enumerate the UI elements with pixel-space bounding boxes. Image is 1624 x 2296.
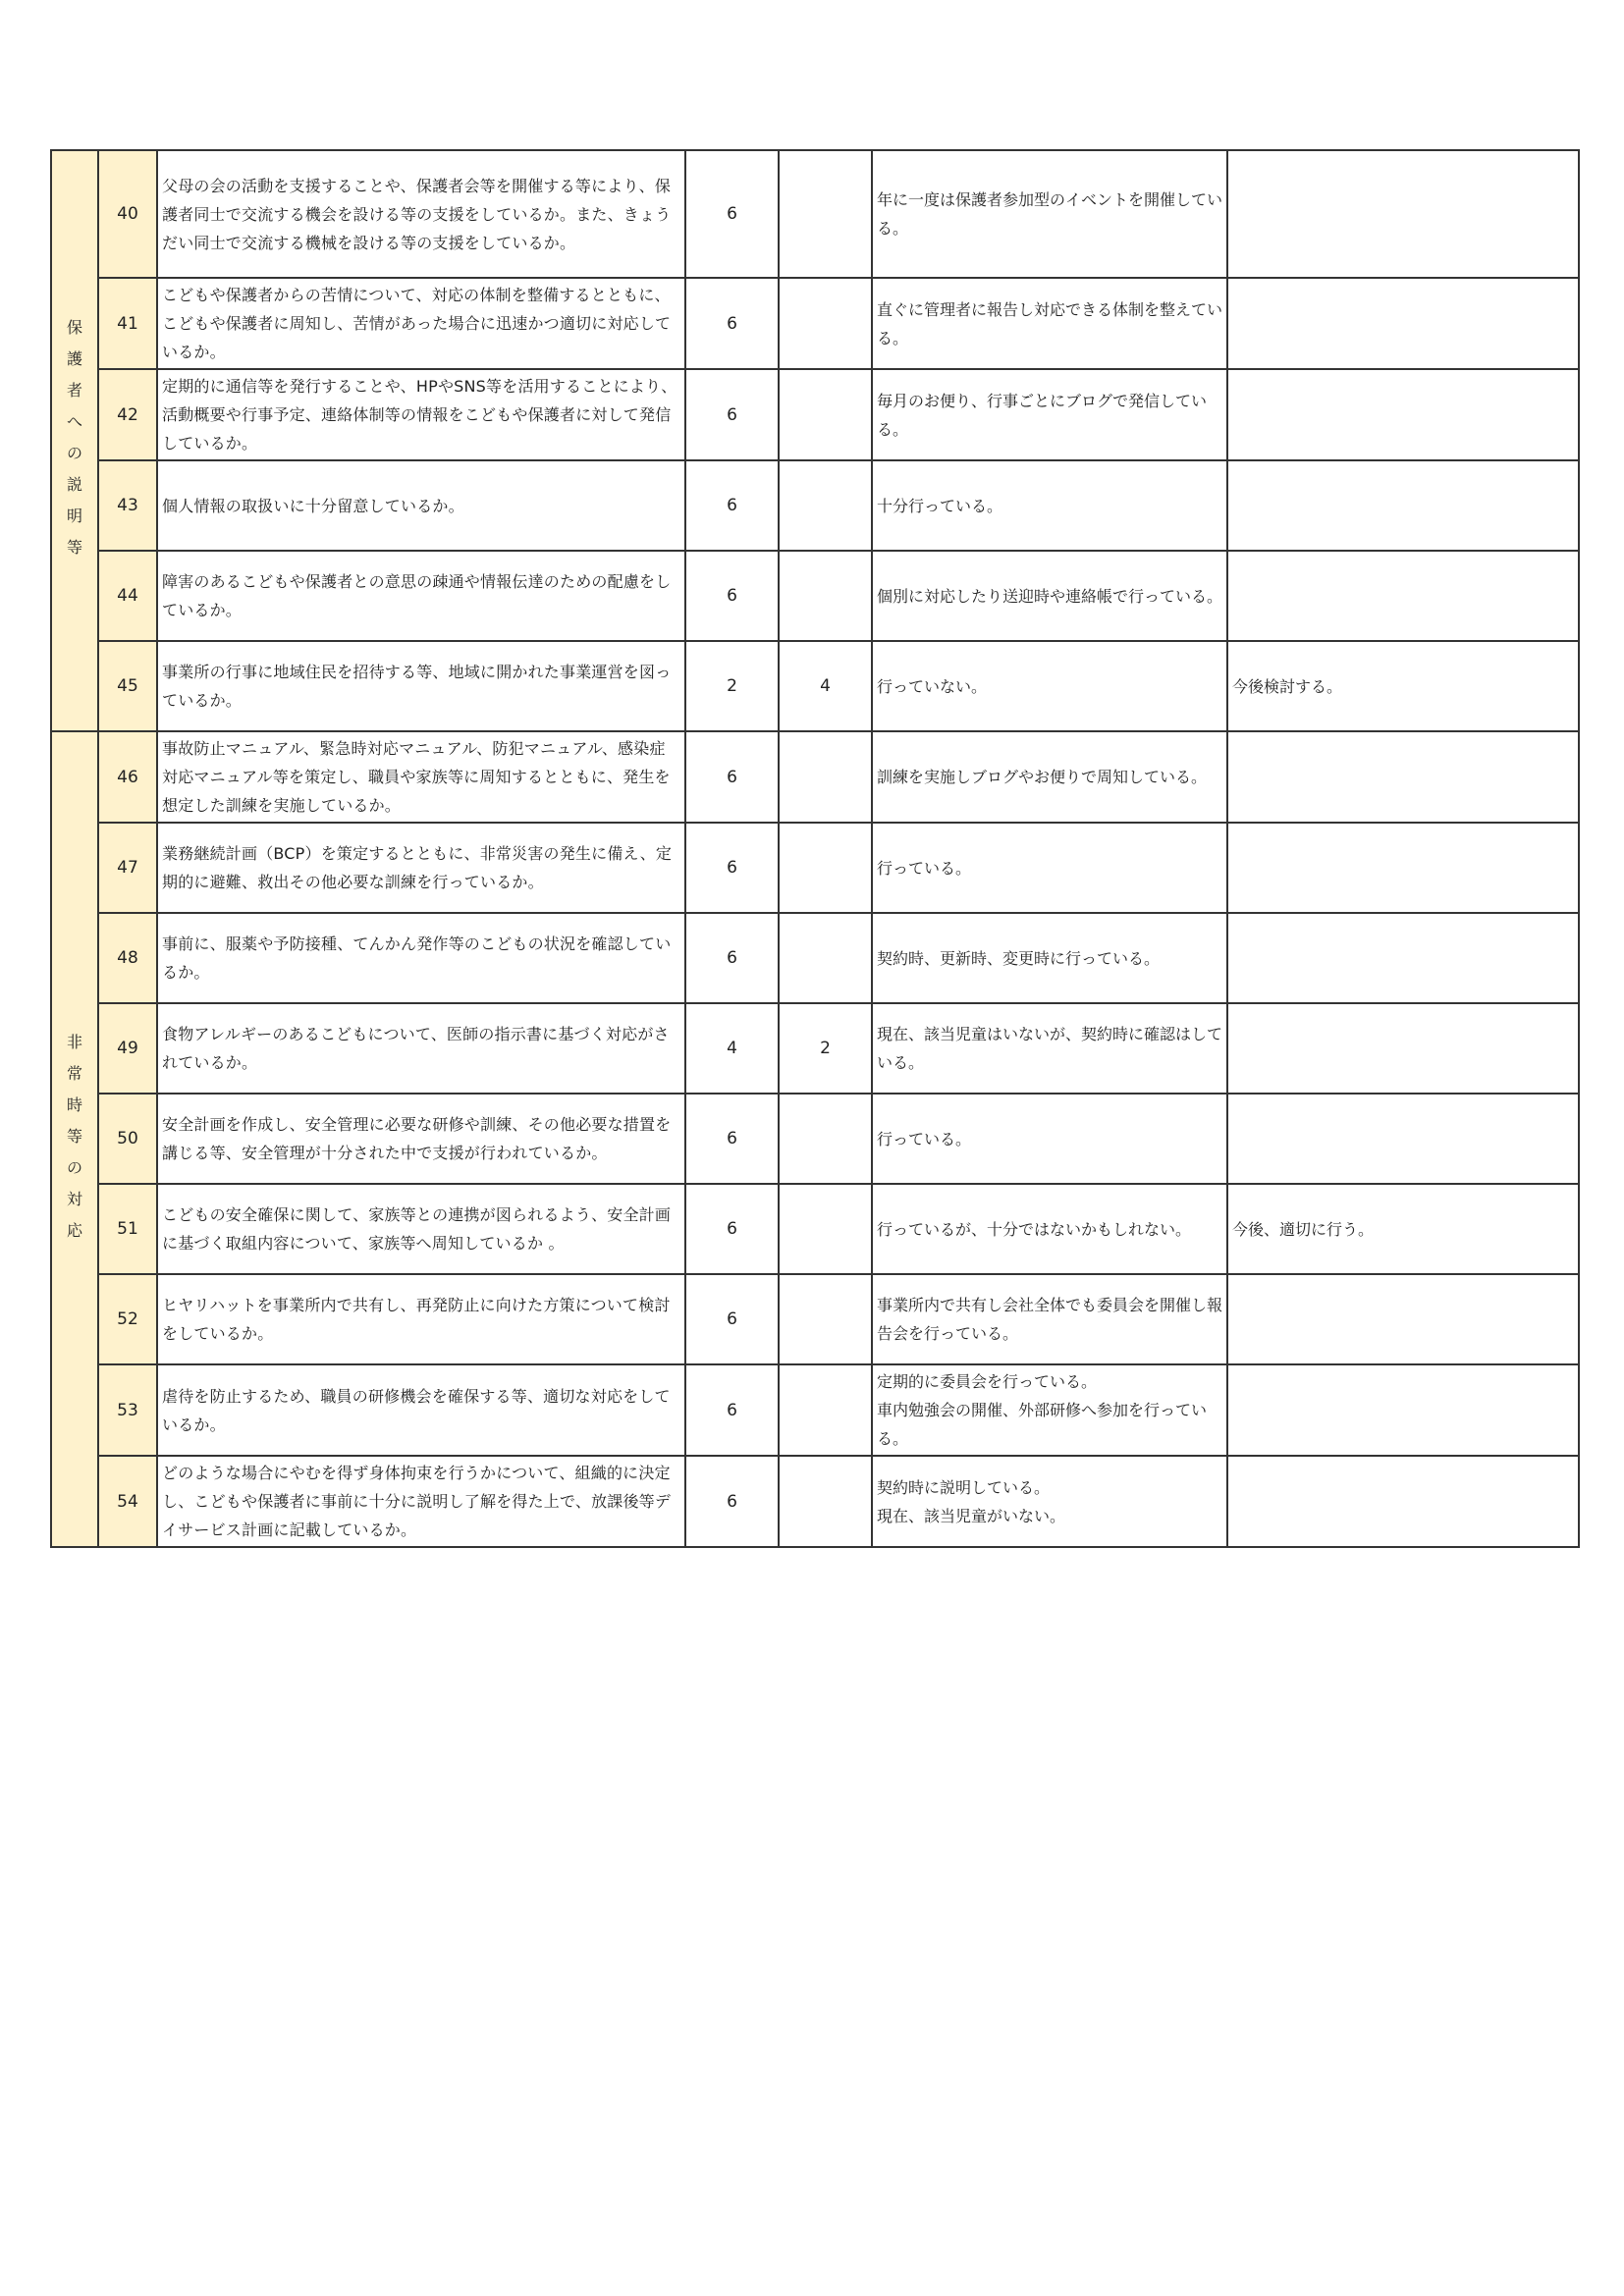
count-no [779, 1364, 872, 1456]
item-number: 43 [98, 460, 157, 551]
count-no [779, 369, 872, 460]
item-text: 障害のあるこどもや保護者との意思の疎通や情報伝達のための配慮をしているか。 [157, 551, 685, 641]
table-row [51, 823, 1579, 913]
improvement-plan [1227, 913, 1579, 1003]
count-no [779, 1456, 872, 1547]
item-number: 40 [98, 150, 157, 278]
status-note: 現在、該当児童はいないが、契約時に確認はしている。 [872, 1003, 1227, 1094]
count-yes: 6 [685, 823, 779, 913]
item-number: 52 [98, 1274, 157, 1364]
item-number: 45 [98, 641, 157, 731]
item-text: 定期的に通信等を発行することや、HPやSNS等を活用することにより、活動概要や行事予定、連絡体制等の情報をこどもや保護者に対して発信しているか。 [157, 369, 685, 460]
status-note: 毎月のお便り、行事ごとにブログで発信している。 [872, 369, 1227, 460]
table-row [51, 278, 1579, 369]
item-text: どのような場合にやむを得ず身体拘束を行うかについて、組織的に決定し、こどもや保護者に事前に十分に説明し了解を得た上で、放課後等デイサービス計画に記載しているか。 [157, 1456, 685, 1547]
item-number: 47 [98, 823, 157, 913]
item-text: 事故防止マニュアル、緊急時対応マニュアル、防犯マニュアル、感染症対応マニュアル等を策定し、職員や家族等に周知するとともに、発生を想定した訓練を実施しているか。 [157, 731, 685, 823]
status-note: 年に一度は保護者参加型のイベントを開催している。 [872, 150, 1227, 278]
count-yes: 6 [685, 150, 779, 278]
table-row [51, 1456, 1579, 1547]
item-number: 42 [98, 369, 157, 460]
count-no [779, 1094, 872, 1184]
count-yes: 6 [685, 731, 779, 823]
status-note: 行っていない。 [872, 641, 1227, 731]
count-yes: 6 [685, 278, 779, 369]
count-no: 2 [779, 1003, 872, 1094]
improvement-plan [1227, 460, 1579, 551]
count-no [779, 1274, 872, 1364]
table-row [51, 1364, 1579, 1456]
count-no [779, 460, 872, 551]
item-number: 53 [98, 1364, 157, 1456]
item-text: こどもの安全確保に関して、家族等との連携が図られるよう、安全計画に基づく取組内容について、家族等へ周知しているか 。 [157, 1184, 685, 1274]
item-number: 50 [98, 1094, 157, 1184]
category-label: 保護者への説明等 [66, 318, 82, 557]
status-note: 個別に対応したり送迎時や連絡帳で行っている。 [872, 551, 1227, 641]
table-row [51, 551, 1579, 641]
table-row [51, 1094, 1579, 1184]
item-text: 事業所の行事に地域住民を招待する等、地域に開かれた事業運営を図っているか。 [157, 641, 685, 731]
evaluation-table-body [51, 150, 1579, 1547]
table-row [51, 1184, 1579, 1274]
item-text: こどもや保護者からの苦情について、対応の体制を整備するとともに、こどもや保護者に周知し、苦情があった場合に迅速かつ適切に対応しているか。 [157, 278, 685, 369]
count-yes: 6 [685, 1364, 779, 1456]
improvement-plan [1227, 823, 1579, 913]
status-note: 契約時に説明している。 現在、該当児童がいない。 [872, 1456, 1227, 1547]
count-yes: 6 [685, 1456, 779, 1547]
status-note: 直ぐに管理者に報告し対応できる体制を整えている。 [872, 278, 1227, 369]
status-note: 行っている。 [872, 1094, 1227, 1184]
item-number: 49 [98, 1003, 157, 1094]
count-no [779, 913, 872, 1003]
improvement-plan [1227, 1456, 1579, 1547]
item-number: 48 [98, 913, 157, 1003]
item-number: 54 [98, 1456, 157, 1547]
status-note: 十分行っている。 [872, 460, 1227, 551]
count-yes: 6 [685, 1094, 779, 1184]
table-row [51, 641, 1579, 731]
table-row [51, 913, 1579, 1003]
status-note: 行っているが、十分ではないかもしれない。 [872, 1184, 1227, 1274]
count-yes: 6 [685, 1274, 779, 1364]
count-yes: 6 [685, 913, 779, 1003]
item-text: 父母の会の活動を支援することや、保護者会等を開催する等により、保護者同士で交流する機会を設ける等の支援をしているか。また、きょうだい同士で交流する機械を設ける等の支援をしているか。 [157, 150, 685, 278]
count-yes: 6 [685, 551, 779, 641]
table-row [51, 1274, 1579, 1364]
table-row [51, 150, 1579, 278]
count-no [779, 823, 872, 913]
count-no [779, 731, 872, 823]
item-text: 個人情報の取扱いに十分留意しているか。 [157, 460, 685, 551]
category-label: 非常時等の対応 [66, 1032, 82, 1240]
item-number: 44 [98, 551, 157, 641]
item-text: 業務継続計画（BCP）を策定するとともに、非常災害の発生に備え、定期的に避難、救出その他必要な訓練を行っているか。 [157, 823, 685, 913]
improvement-plan: 今後、適切に行う。 [1227, 1184, 1579, 1274]
count-yes: 2 [685, 641, 779, 731]
category-emergency [51, 731, 98, 1547]
count-no [779, 278, 872, 369]
table-row [51, 1003, 1579, 1094]
improvement-plan [1227, 150, 1579, 278]
improvement-plan [1227, 369, 1579, 460]
count-no [779, 1184, 872, 1274]
improvement-plan [1227, 1364, 1579, 1456]
improvement-plan [1227, 731, 1579, 823]
improvement-plan [1227, 278, 1579, 369]
status-note: 事業所内で共有し会社全体でも委員会を開催し報告会を行っている。 [872, 1274, 1227, 1364]
table-row [51, 460, 1579, 551]
item-text: ヒヤリハットを事業所内で共有し、再発防止に向けた方策について検討をしているか。 [157, 1274, 685, 1364]
count-yes: 6 [685, 1184, 779, 1274]
count-yes: 6 [685, 369, 779, 460]
item-number: 41 [98, 278, 157, 369]
evaluation-table [50, 149, 1580, 1548]
improvement-plan [1227, 1003, 1579, 1094]
item-text: 食物アレルギーのあるこどもについて、医師の指示書に基づく対応がされているか。 [157, 1003, 685, 1094]
item-number: 51 [98, 1184, 157, 1274]
item-text: 安全計画を作成し、安全管理に必要な研修や訓練、その他必要な措置を講じる等、安全管理が十分された中で支援が行われているか。 [157, 1094, 685, 1184]
table-row [51, 731, 1579, 823]
count-no: 4 [779, 641, 872, 731]
status-note: 行っている。 [872, 823, 1227, 913]
improvement-plan [1227, 551, 1579, 641]
status-note: 契約時、更新時、変更時に行っている。 [872, 913, 1227, 1003]
item-text: 虐待を防止するため、職員の研修機会を確保する等、適切な対応をしているか。 [157, 1364, 685, 1456]
improvement-plan [1227, 1274, 1579, 1364]
status-note: 定期的に委員会を行っている。 車内勉強会の開催、外部研修へ参加を行っている。 [872, 1364, 1227, 1456]
count-yes: 6 [685, 460, 779, 551]
category-guardian [51, 150, 98, 731]
count-no [779, 551, 872, 641]
count-yes: 4 [685, 1003, 779, 1094]
item-number: 46 [98, 731, 157, 823]
improvement-plan [1227, 1094, 1579, 1184]
count-no [779, 150, 872, 278]
table-row [51, 369, 1579, 460]
item-text: 事前に、服薬や予防接種、てんかん発作等のこどもの状況を確認しているか。 [157, 913, 685, 1003]
improvement-plan: 今後検討する。 [1227, 641, 1579, 731]
status-note: 訓練を実施しブログやお便りで周知している。 [872, 731, 1227, 823]
